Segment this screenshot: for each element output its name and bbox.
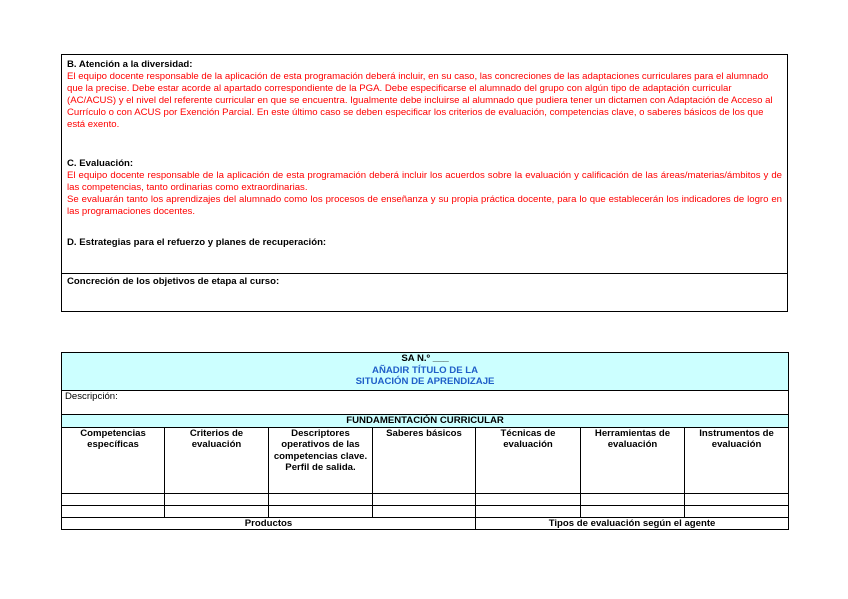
divider bbox=[62, 273, 787, 274]
sa-title-line-2: SITUACIÓN DE APRENDIZAJE bbox=[355, 376, 495, 387]
table-cell[interactable] bbox=[62, 493, 165, 505]
column-header: Herramientas de evaluación bbox=[581, 427, 685, 493]
productos-header: Productos bbox=[62, 517, 476, 530]
table-cell[interactable] bbox=[269, 493, 373, 505]
learning-situation-table bbox=[61, 352, 789, 530]
sa-header-cell bbox=[62, 353, 789, 391]
table-cell[interactable] bbox=[476, 505, 581, 517]
table-cell[interactable] bbox=[373, 493, 476, 505]
section-d-title: D. Estrategias para el refuerzo y planes de recuperación: bbox=[67, 237, 327, 248]
fundamentacion-header: FUNDAMENTACIÓN CURRICULAR bbox=[62, 415, 789, 428]
column-header: Instrumentos de evaluación bbox=[685, 427, 789, 493]
table-cell[interactable] bbox=[581, 493, 685, 505]
section-b-body: El equipo docente responsable de la aplicación de esta programación deberá incluir, en su caso, las concreciones de las adaptaciones curriculares para el alumnado que la precise. Debe estar acorde al apartado correspondiente de la PGA. Debe especificarse el alumnado del grupo con algún tipo de adaptación curricular (AC/ACUS) y el nivel del referente curricular en que se encuentra. Igualmente debe incluirse al alumnado que pudiera tener un dictamen con Adaptación de Acceso al Currículo o con ACUS por Exención Parcial. En este último caso se deben especificar los criterios de evaluación, competencias clave, o saberes básicos de los que está exento. bbox=[67, 71, 773, 131]
table-cell[interactable] bbox=[581, 505, 685, 517]
sa-number: SA N.º ___ bbox=[401, 353, 449, 364]
sa-title-line-1: AÑADIR TÍTULO DE LA bbox=[372, 364, 479, 376]
tipos-evaluacion-header: Tipos de evaluación según el agente bbox=[476, 517, 789, 530]
column-header: Competencias específicas bbox=[62, 427, 165, 493]
table-cell[interactable] bbox=[165, 493, 269, 505]
table-cell[interactable] bbox=[269, 505, 373, 517]
table-cell[interactable] bbox=[685, 505, 789, 517]
section-b bbox=[67, 59, 782, 132]
table-cell[interactable] bbox=[476, 493, 581, 505]
table-cell[interactable] bbox=[685, 493, 789, 505]
concrecion-title: Concreción de los objetivos de etapa al curso: bbox=[67, 276, 280, 287]
section-c-title: C. Evaluación: bbox=[67, 158, 134, 169]
column-header: Descriptores operativos de las competencias clave. Perfil de salida. bbox=[269, 427, 373, 493]
description-cell[interactable] bbox=[62, 391, 789, 415]
section-c bbox=[67, 158, 782, 218]
section-b-title: B. Atención a la diversidad: bbox=[67, 59, 193, 70]
column-header: Saberes básicos bbox=[373, 427, 476, 493]
table-cell[interactable] bbox=[62, 505, 165, 517]
description-label: Descripción: bbox=[65, 391, 118, 402]
section-c-body-2: Se evaluarán tanto los aprendizajes del alumnado como los procesos de enseñanza y su propia práctica docente, para lo que establecerán los indicadores de logro en las programaciones docentes. bbox=[67, 194, 782, 218]
section-c-body-1: El equipo docente responsable de la aplicación de esta programación deberá incluir los acuerdos sobre la evaluación y calificación de las áreas/materias/ámbitos y de las competencias, tanto ordinarias como extraordinarias. bbox=[67, 170, 782, 194]
table-cell[interactable] bbox=[373, 505, 476, 517]
table-cell[interactable] bbox=[165, 505, 269, 517]
column-header: Técnicas de evaluación bbox=[476, 427, 581, 493]
programming-details-box bbox=[61, 54, 788, 312]
column-header: Criterios de evaluación bbox=[165, 427, 269, 493]
